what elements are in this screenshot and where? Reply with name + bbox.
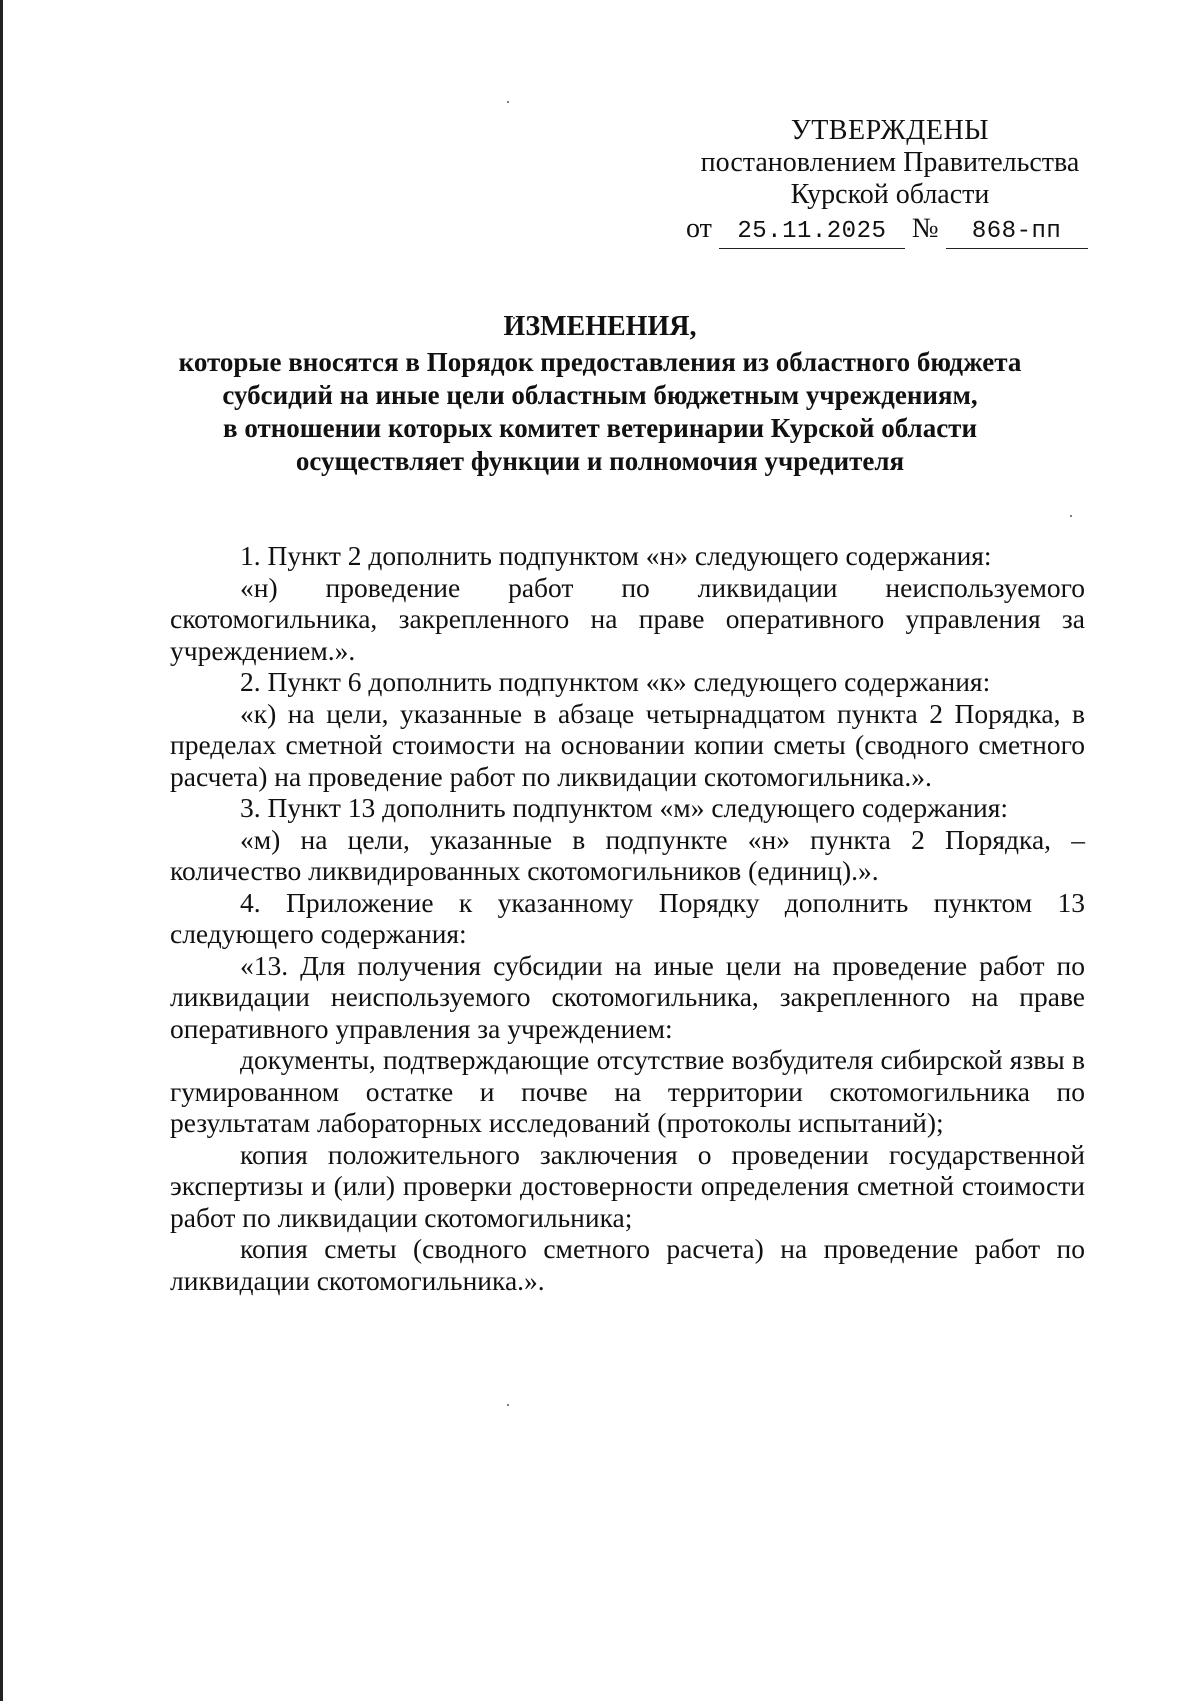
body-paragraph: «к) на цели, указанные в абзаце четырнадцатом пункта 2 Порядка, в пределах сметной стоимости на основании копии сметы (сводного сметного расчета) на проведение работ по ликвидации скотомогильника.». bbox=[170, 697, 1085, 792]
number-prefix: № bbox=[911, 213, 939, 244]
heading-subtitle-line: субсидий на иные цели областным бюджетным учреждениям, bbox=[222, 380, 978, 410]
body-paragraph: 1. Пункт 2 дополнить подпунктом «н» следующего содержания: bbox=[240, 540, 992, 571]
heading-title: ИЗМЕНЕНИЯ, bbox=[503, 311, 697, 342]
approval-block bbox=[680, 115, 1100, 211]
document-heading bbox=[150, 310, 1050, 478]
date-field bbox=[719, 213, 905, 249]
body-paragraph: копия положительного заключения о проведении государственной экспертизы и (или) проверки достоверности определения сметной стоимости работ по ликвидации скотомогильника; bbox=[170, 1138, 1085, 1233]
date-value: 25.11.2025 bbox=[737, 218, 887, 245]
scan-speck bbox=[1070, 515, 1072, 517]
approval-date-line bbox=[686, 213, 1086, 247]
number-value: 868-пп bbox=[971, 218, 1062, 245]
date-prefix: от bbox=[686, 213, 712, 244]
body-paragraph: 3. Пункт 13 дополнить подпунктом «м» следующего содержания: bbox=[240, 792, 1009, 823]
body-paragraph: 2. Пункт 6 дополнить подпунктом «к» следующего содержания: bbox=[240, 666, 991, 697]
body-paragraph: документы, подтверждающие отсутствие возбудителя сибирской язвы в гумированном остатке и почве на территории скотомогильника по результатам лабораторных исследований (протоколы испытаний); bbox=[170, 1044, 1085, 1138]
heading-subtitle-line: осуществляет функции и полномочия учредителя bbox=[295, 446, 905, 476]
body-paragraph: 4. Приложение к указанному Порядку дополнить пунктом 13 следующего содержания: bbox=[170, 886, 1085, 949]
scan-speck bbox=[507, 1404, 509, 1406]
approval-line-1: постановлением Правительства bbox=[700, 147, 1080, 178]
body-paragraph: «13. Для получения субсидии на иные цели на проведение работ по ликвидации неиспользуемого скотомогильника, закрепленного на праве оперативного управления за учреждением: bbox=[170, 949, 1085, 1044]
heading-subtitle-line: которые вносятся в Порядок предоставления из областного бюджета bbox=[178, 347, 1022, 377]
document-body bbox=[170, 540, 1085, 1296]
heading-subtitle-line: в отношении которых комитет ветеринарии Курской области bbox=[223, 413, 977, 443]
approval-line-2: Курской области bbox=[790, 179, 990, 210]
approval-title: УТВЕРЖДЕНЫ bbox=[790, 115, 990, 146]
number-field bbox=[946, 213, 1088, 249]
body-paragraph: копия сметы (сводного сметного расчета) на проведение работ по ликвидации скотомогильника.». bbox=[170, 1233, 1085, 1296]
body-paragraph: «м) на цели, указанные в подпункте «н» пункта 2 Порядка, – количество ликвидированных скотомогильников (единиц).». bbox=[170, 823, 1085, 886]
body-paragraph: «н) проведение работ по ликвидации неиспользуемого скотомогильника, закрепленного на праве оперативного управления за учреждением.». bbox=[170, 571, 1085, 666]
scan-edge-line bbox=[0, 0, 3, 1701]
scan-speck bbox=[507, 101, 509, 103]
